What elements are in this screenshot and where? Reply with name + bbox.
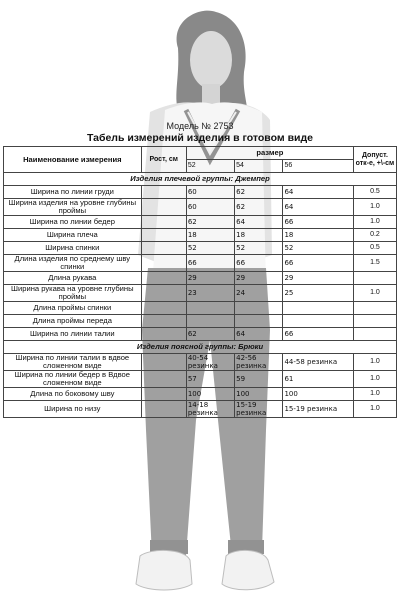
measurement-value: 18 [283, 229, 353, 242]
measurement-value [235, 302, 283, 315]
tolerance-value: 1.5 [353, 255, 396, 272]
measurement-name: Ширина изделия на уровне глубины проймы [4, 199, 142, 216]
table-row [4, 388, 397, 401]
table-header-row [4, 147, 397, 160]
table-row [4, 401, 397, 418]
height-cell [141, 388, 186, 401]
measurement-value [186, 315, 234, 328]
height-cell [141, 216, 186, 229]
measurement-value [235, 315, 283, 328]
measurement-value: 29 [186, 272, 234, 285]
measurement-value: 57 [186, 371, 234, 388]
table-row [4, 242, 397, 255]
measurement-value: 42-56 резинка [235, 354, 283, 371]
table-row [4, 229, 397, 242]
measurement-value: 52 [283, 242, 353, 255]
measurement-value: 14-18 резинка [186, 401, 234, 418]
measurement-value: 64 [235, 216, 283, 229]
tolerance-value [353, 328, 396, 341]
measurement-table [3, 146, 397, 418]
height-cell [141, 229, 186, 242]
measurement-value: 15-19 резинка [235, 401, 283, 418]
header-height: Рост, см [141, 147, 186, 173]
measurement-name: Длина изделия по среднему шву спинки [4, 255, 142, 272]
table-row [4, 216, 397, 229]
measurement-value: 62 [186, 216, 234, 229]
measurement-value [283, 302, 353, 315]
height-cell [141, 199, 186, 216]
measurement-value [283, 315, 353, 328]
table-row [4, 328, 397, 341]
table-row [4, 315, 397, 328]
header-tolerance: Допуст. отк-е, +\-см [353, 147, 396, 173]
measurement-name: Ширина по линии груди [4, 186, 142, 199]
size-52: 52 [186, 160, 234, 173]
measurement-value: 64 [283, 199, 353, 216]
height-cell [141, 272, 186, 285]
tolerance-value: 1.0 [353, 388, 396, 401]
tolerance-value: 1.0 [353, 401, 396, 418]
measurement-value: 64 [283, 186, 353, 199]
measurement-value: 60 [186, 199, 234, 216]
height-cell [141, 371, 186, 388]
measurement-value: 62 [186, 328, 234, 341]
document-title: Табель измерений изделия в готовом виде [86, 132, 314, 144]
tolerance-value: 1.0 [353, 216, 396, 229]
measurement-name: Ширина плеча [4, 229, 142, 242]
table-row [4, 272, 397, 285]
header-size: размер [186, 147, 353, 160]
measurement-value: 60 [186, 186, 234, 199]
measurement-name: Длина проймы спинки [4, 302, 142, 315]
table-row [4, 199, 397, 216]
measurement-name: Ширина рукава на уровне глубины проймы [4, 285, 142, 302]
measurement-value: 44-58 резинка [283, 354, 353, 371]
measurement-value: 100 [235, 388, 283, 401]
measurement-value: 100 [283, 388, 353, 401]
measurement-value: 29 [235, 272, 283, 285]
tolerance-value: 1.0 [353, 285, 396, 302]
tolerance-value: 0.5 [353, 242, 396, 255]
measurement-name: Ширина по линии талии [4, 328, 142, 341]
height-cell [141, 354, 186, 371]
tolerance-value: 1.0 [353, 371, 396, 388]
measurement-name: Длина проймы переда [4, 315, 142, 328]
section-jumper: Изделия плечевой группы: Джемпер [4, 173, 397, 186]
measurement-value: 66 [283, 216, 353, 229]
height-cell [141, 315, 186, 328]
measurement-value: 61 [283, 371, 353, 388]
height-cell [141, 186, 186, 199]
measurement-value: 18 [235, 229, 283, 242]
measurement-name: Ширина по низу [4, 401, 142, 418]
table-row [4, 186, 397, 199]
tolerance-value: 0.5 [353, 186, 396, 199]
measurement-value [186, 302, 234, 315]
height-cell [141, 285, 186, 302]
measurement-name: Ширина по линии бедер [4, 216, 142, 229]
measurement-value: 23 [186, 285, 234, 302]
measurement-value: 15-19 резинка [283, 401, 353, 418]
table-row [4, 302, 397, 315]
measurement-value: 52 [235, 242, 283, 255]
tolerance-value: 1.0 [353, 199, 396, 216]
size-56: 56 [283, 160, 353, 173]
header-measurement-name: Наименование измерения [4, 147, 142, 173]
measurement-name: Длина по боковому шву [4, 388, 142, 401]
measurement-value: 62 [235, 199, 283, 216]
measurement-value: 52 [186, 242, 234, 255]
measurement-value: 59 [235, 371, 283, 388]
table-row [4, 371, 397, 388]
measurement-name: Ширина по линии талии в вдвое сложенном виде [4, 354, 142, 371]
measurement-name: Длина рукава [4, 272, 142, 285]
tolerance-value [353, 302, 396, 315]
height-cell [141, 242, 186, 255]
height-cell [141, 401, 186, 418]
measurement-value: 62 [235, 186, 283, 199]
measurement-value: 25 [283, 285, 353, 302]
measurement-value: 66 [283, 328, 353, 341]
measurement-value: 18 [186, 229, 234, 242]
measurement-value: 66 [235, 255, 283, 272]
section-pants: Изделия поясной группы: Брюки [4, 341, 397, 354]
measurement-value: 100 [186, 388, 234, 401]
height-cell [141, 255, 186, 272]
table-row [4, 255, 397, 272]
height-cell [141, 328, 186, 341]
measurement-value: 24 [235, 285, 283, 302]
table-row [4, 354, 397, 371]
height-cell [141, 302, 186, 315]
tolerance-value [353, 272, 396, 285]
table-row [4, 285, 397, 302]
measurement-value: 40-54 резинка [186, 354, 234, 371]
measurement-value: 66 [283, 255, 353, 272]
measurement-name: Ширина по линии бедер в Вдвое сложенном виде [4, 371, 142, 388]
tolerance-value: 1.0 [353, 354, 396, 371]
measurement-name: Ширина спинки [4, 242, 142, 255]
model-number: Модель № 2753 [166, 121, 234, 131]
measurement-value: 29 [283, 272, 353, 285]
measurement-value: 66 [186, 255, 234, 272]
tolerance-value: 0.2 [353, 229, 396, 242]
size-54: 54 [235, 160, 283, 173]
tolerance-value [353, 315, 396, 328]
measurement-value: 64 [235, 328, 283, 341]
